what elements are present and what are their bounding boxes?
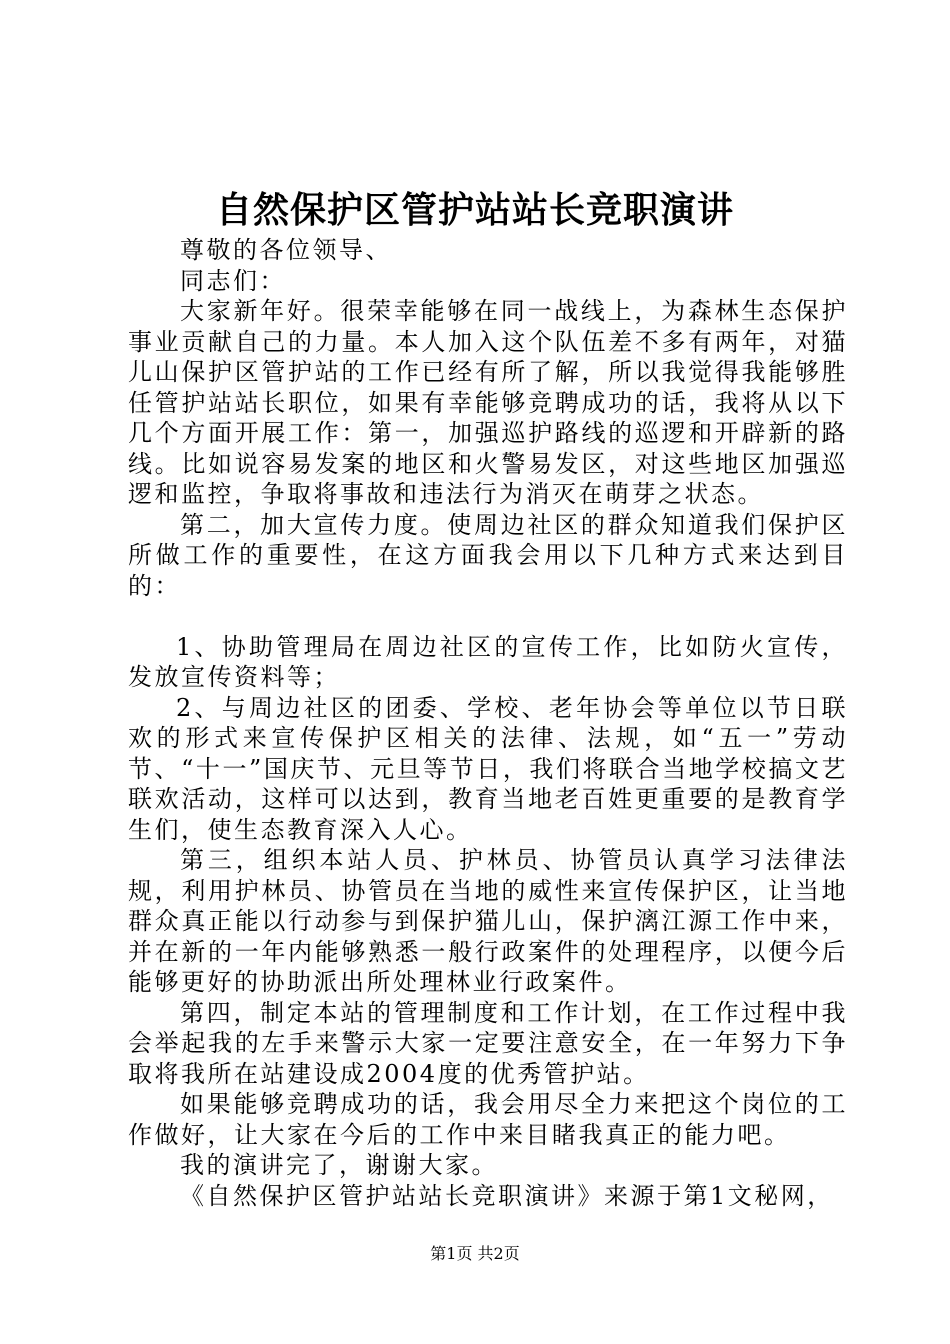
paragraph-third-point: 第三，组织本站人员、护林员、协管员认真学习法律法规，利用护林员、协管员在当地的威性来宣传保护区，让当地群众真正能以行动参与到保护猫儿山，保护漓江源工作中来，并在新的一年内能够熟悉一般行政案件的处理程序，以便今后能够更好的协助派出所处理林业行政案件。 xyxy=(128,846,848,996)
document-title: 自然保护区管护站站长竞职演讲 xyxy=(215,189,734,231)
paragraph-commitment: 如果能够竞聘成功的话，我会用尽全力来把这个岗位的工作做好，让大家在今后的工作中来目睹我真正的能力吧。 xyxy=(128,1090,848,1149)
paragraph-source: 《自然保护区管护站站长竞职演讲》来源于第1文秘网， xyxy=(180,1181,834,1210)
page-footer: 第1页 共2页 xyxy=(430,1244,520,1263)
document-body xyxy=(128,235,848,1211)
list-item-1: 1、协助管理局在周边社区的宣传工作，比如防火宣传，发放宣传资料等； xyxy=(128,632,848,691)
paragraph-fourth-point: 第四，制定本站的管理制度和工作计划，在工作过程中我会举起我的左手来警示大家一定要注意安全，在一年努力下争取将我所在站建设成2004度的优秀管护站。 xyxy=(128,998,848,1088)
salutation-line-1: 尊敬的各位领导、 xyxy=(180,236,392,264)
list-item-2: 2、与周边社区的团委、学校、老年协会等单位以节日联欢的形式来宣传保护区相关的法律、法规，如“五一”劳动节、“十一”国庆节、元旦等节日，我们将联合当地学校搞文艺联欢活动，这样可以达到，教育当地老百姓更重要的是教育学生们，使生态教育深入人心。 xyxy=(128,693,848,844)
salutation-line-2: 同志们： xyxy=(180,266,286,295)
blank-line xyxy=(128,601,848,632)
paragraph-closing: 我的演讲完了，谢谢大家。 xyxy=(180,1151,498,1179)
paragraph-second-point: 第二，加大宣传力度。使周边社区的群众知道我们保护区所做工作的重要性，在这方面我会用以下几种方式来达到目的： xyxy=(128,510,848,600)
paragraph-intro: 大家新年好。很荣幸能够在同一战线上，为森林生态保护事业贡献自己的力量。本人加入这个队伍差不多有两年，对猫儿山保护区管护站的工作已经有所了解，所以我觉得我能够胜任管护站站长职位，如果有幸能够竞聘成功的话，我将从以下几个方面开展工作：第一，加强巡护路线的巡逻和开辟新的路线。比如说容易发案的地区和火警易发区，对这些地区加强巡逻和监控，争取将事故和违法行为消灭在萌芽之状态。 xyxy=(128,297,848,508)
